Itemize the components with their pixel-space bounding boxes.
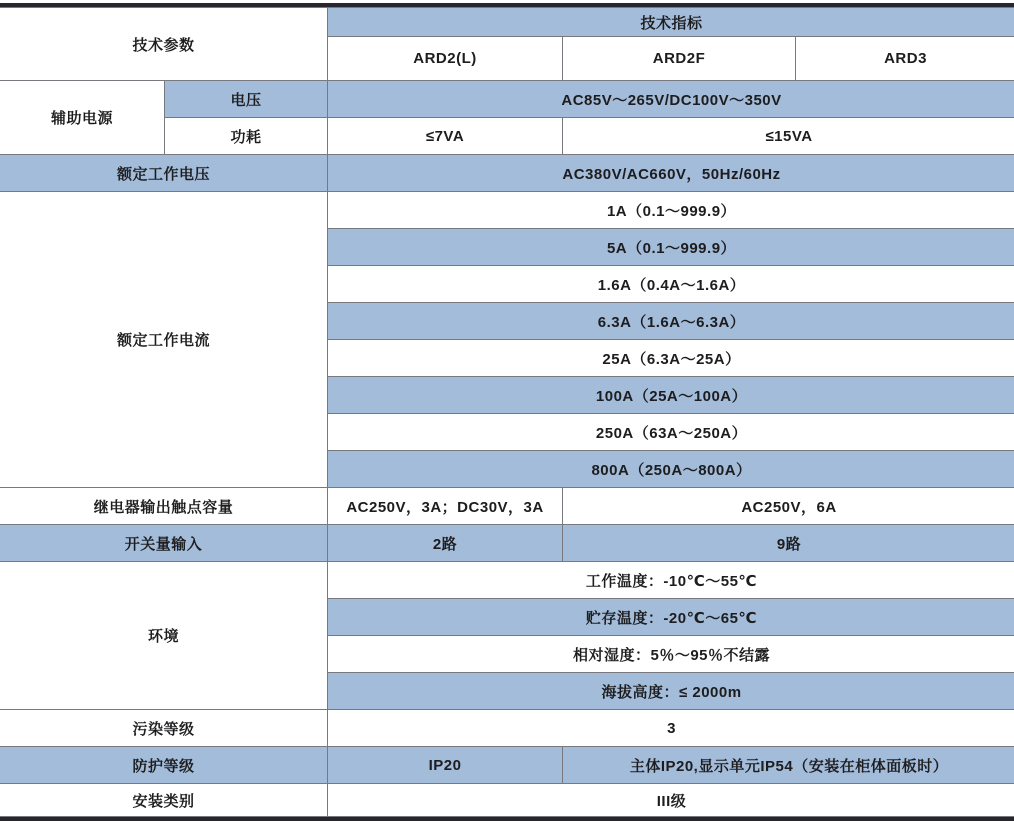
corner-tech-params: 技术参数 bbox=[0, 8, 328, 81]
current-range-25a: 25A（6.3A～25A） bbox=[328, 340, 1014, 377]
table-row bbox=[0, 192, 1014, 229]
table-row bbox=[0, 525, 1014, 562]
spec-table bbox=[0, 7, 1014, 817]
current-range-1-6a: 1.6A（0.4A～1.6A） bbox=[328, 266, 1014, 303]
table-row bbox=[0, 747, 1014, 784]
current-range-800a: 800A（250A～800A） bbox=[328, 451, 1014, 488]
current-range-5a: 5A（0.1～999.9） bbox=[328, 229, 1014, 266]
installation-value: III级 bbox=[328, 784, 1014, 817]
relay-output-label: 继电器输出触点容量 bbox=[0, 488, 328, 525]
protection-ard2l: IP20 bbox=[328, 747, 563, 784]
consumption-ard2f-ard3: ≤15VA bbox=[563, 118, 1014, 155]
table-row bbox=[0, 8, 1014, 37]
switch-input-ard2l: 2路 bbox=[328, 525, 563, 562]
voltage-value: AC85V～265V/DC100V～350V bbox=[328, 81, 1014, 118]
relay-output-ard2f-ard3: AC250V，6A bbox=[563, 488, 1014, 525]
aux-power-label: 辅助电源 bbox=[0, 81, 165, 155]
header-tech-indicators: 技术指标 bbox=[328, 8, 1014, 37]
table-row bbox=[0, 155, 1014, 192]
env-storage-temp: 贮存温度：-20℃～65℃ bbox=[328, 599, 1014, 636]
environment-label: 环境 bbox=[0, 562, 328, 710]
rated-voltage-value: AC380V/AC660V，50Hz/60Hz bbox=[328, 155, 1014, 192]
consumption-label: 功耗 bbox=[165, 118, 328, 155]
env-altitude: 海拔高度：≤ 2000m bbox=[328, 673, 1014, 710]
table-row bbox=[0, 488, 1014, 525]
model-header-ard2f: ARD2F bbox=[563, 37, 796, 81]
pollution-label: 污染等级 bbox=[0, 710, 328, 747]
spec-table-frame bbox=[0, 3, 1014, 821]
consumption-ard2l: ≤7VA bbox=[328, 118, 563, 155]
switch-input-ard2f-ard3: 9路 bbox=[563, 525, 1014, 562]
rated-current-label: 额定工作电流 bbox=[0, 192, 328, 488]
protection-ard2f-ard3: 主体IP20,显示单元IP54（安装在柜体面板时） bbox=[563, 747, 1014, 784]
rated-voltage-label: 额定工作电压 bbox=[0, 155, 328, 192]
table-row bbox=[0, 784, 1014, 817]
env-working-temp: 工作温度：-10℃～55℃ bbox=[328, 562, 1014, 599]
switch-input-label: 开关量输入 bbox=[0, 525, 328, 562]
pollution-value: 3 bbox=[328, 710, 1014, 747]
table-row bbox=[0, 710, 1014, 747]
current-range-1a: 1A（0.1～999.9） bbox=[328, 192, 1014, 229]
relay-output-ard2l: AC250V，3A；DC30V，3A bbox=[328, 488, 563, 525]
model-header-ard2l: ARD2(L) bbox=[328, 37, 563, 81]
table-row bbox=[0, 81, 1014, 118]
model-header-ard3: ARD3 bbox=[796, 37, 1014, 81]
protection-label: 防护等级 bbox=[0, 747, 328, 784]
installation-label: 安装类别 bbox=[0, 784, 328, 817]
voltage-label: 电压 bbox=[165, 81, 328, 118]
env-humidity: 相对湿度：5％～95％不结露 bbox=[328, 636, 1014, 673]
table-row bbox=[0, 562, 1014, 599]
current-range-250a: 250A（63A～250A） bbox=[328, 414, 1014, 451]
current-range-6-3a: 6.3A（1.6A～6.3A） bbox=[328, 303, 1014, 340]
current-range-100a: 100A（25A～100A） bbox=[328, 377, 1014, 414]
